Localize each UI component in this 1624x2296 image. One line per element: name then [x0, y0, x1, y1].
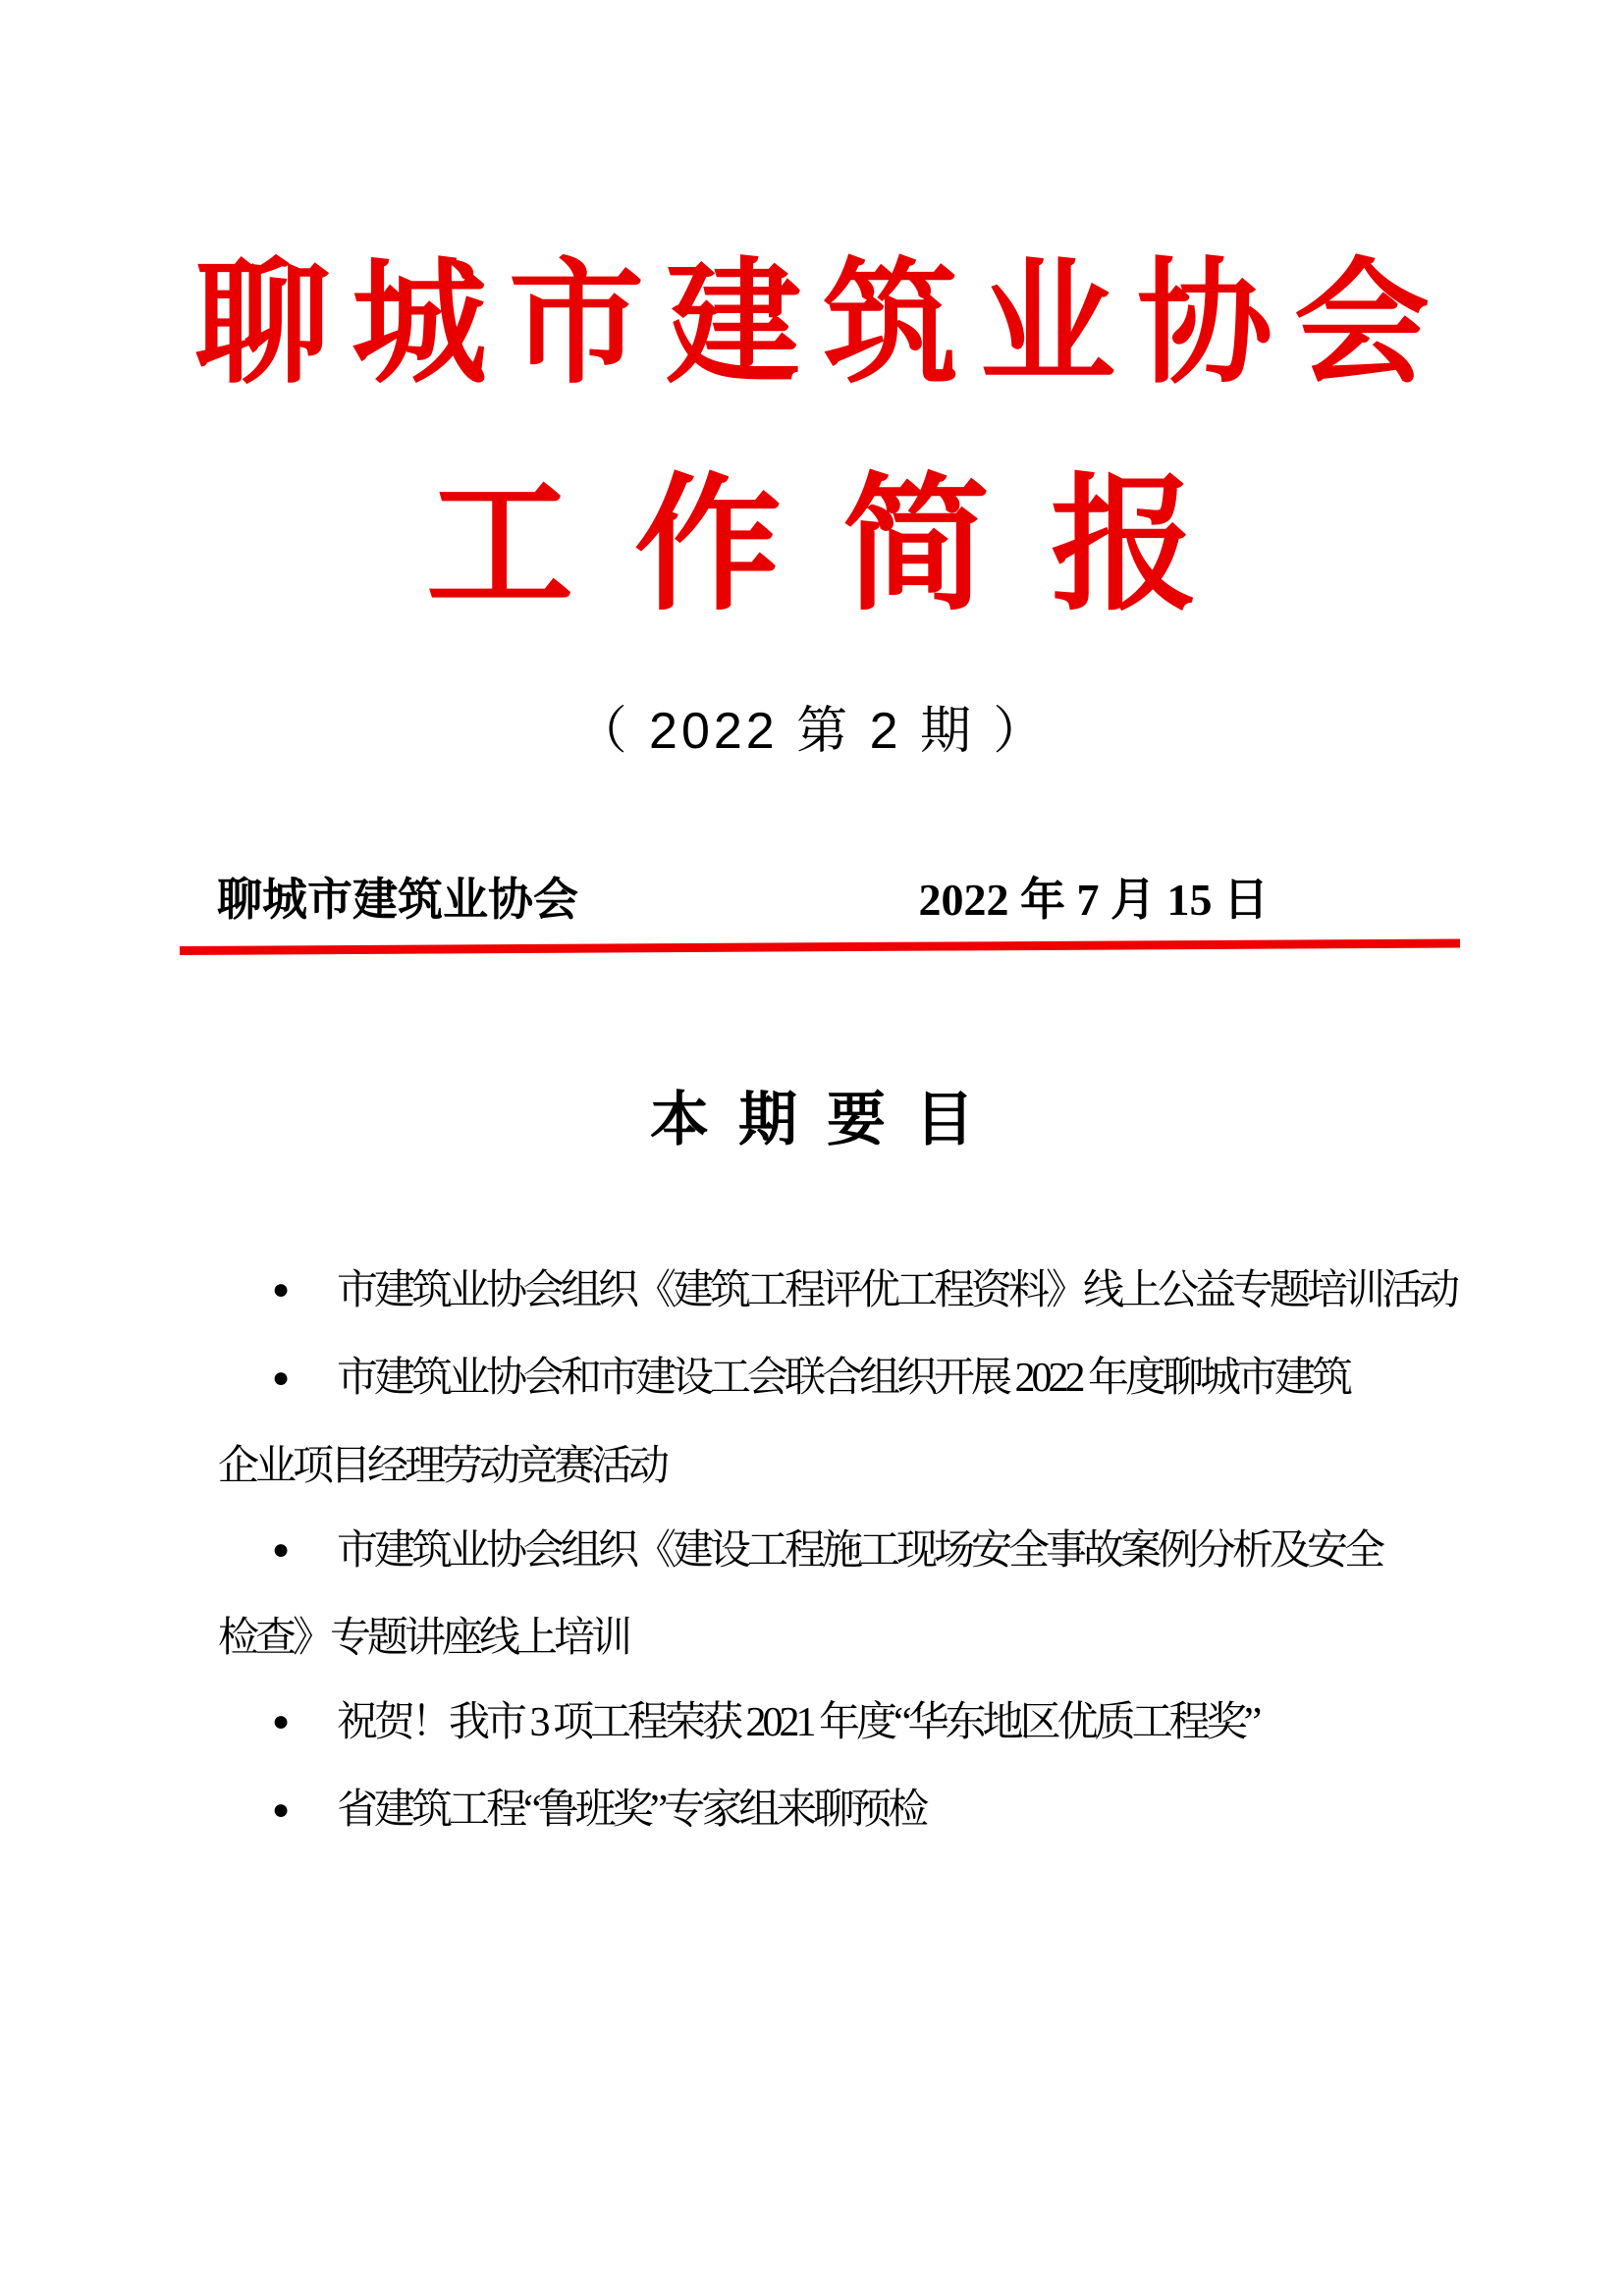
issuer-name: 聊城市建筑业协会 [217, 875, 578, 925]
issuer-row [217, 876, 1269, 926]
masthead-title-line2: 工作简报 [425, 465, 1259, 628]
toc-item-3-continuation: 检查》专题讲座线上培训 [218, 1616, 629, 1662]
bullet-icon: ● [272, 1273, 291, 1307]
toc-list [218, 1249, 1485, 1856]
bullet-icon: ● [272, 1792, 291, 1826]
issue-number-line: （ 2022 第 2 期 ） [575, 703, 1049, 760]
masthead-title-line1: 聊城市建筑业协会 [193, 249, 1451, 400]
toc-item-2-continuation: 企业项目经理劳动竞赛活动 [218, 1443, 667, 1489]
toc-item-text: 市建筑业协会和市建设工会联合组织开展 2022 年度聊城市建筑 [337, 1356, 1350, 1402]
toc-item-text: 祝贺！我市 3 项工程荣获 2021 年度“华东地区优质工程奖” [337, 1700, 1259, 1746]
bullet-icon: ● [272, 1705, 291, 1738]
toc-item-text: 市建筑业协会组织《建设工程施工现场安全事故案例分析及安全 [337, 1527, 1382, 1574]
toc-item-2-line [218, 1336, 1485, 1423]
section-title: 本期要目 [650, 1087, 1003, 1152]
bullet-icon: ● [272, 1361, 291, 1394]
bullet-icon: ● [272, 1533, 291, 1567]
toc-item-text: 市建筑业协会组织《建筑工程评优工程资料》线上公益专题培训活动 [337, 1268, 1457, 1313]
toc-item-4-line [218, 1681, 1485, 1768]
toc-item-1-line [218, 1249, 1485, 1336]
toc-item-5-line [218, 1768, 1485, 1855]
toc-item-text: 省建筑工程“鲁班奖”专家组来聊预检 [337, 1788, 926, 1834]
toc-item-3-line [218, 1509, 1485, 1596]
issue-date: 2022 年 7 月 15 日 [918, 875, 1269, 925]
red-divider-rule [180, 938, 1460, 955]
